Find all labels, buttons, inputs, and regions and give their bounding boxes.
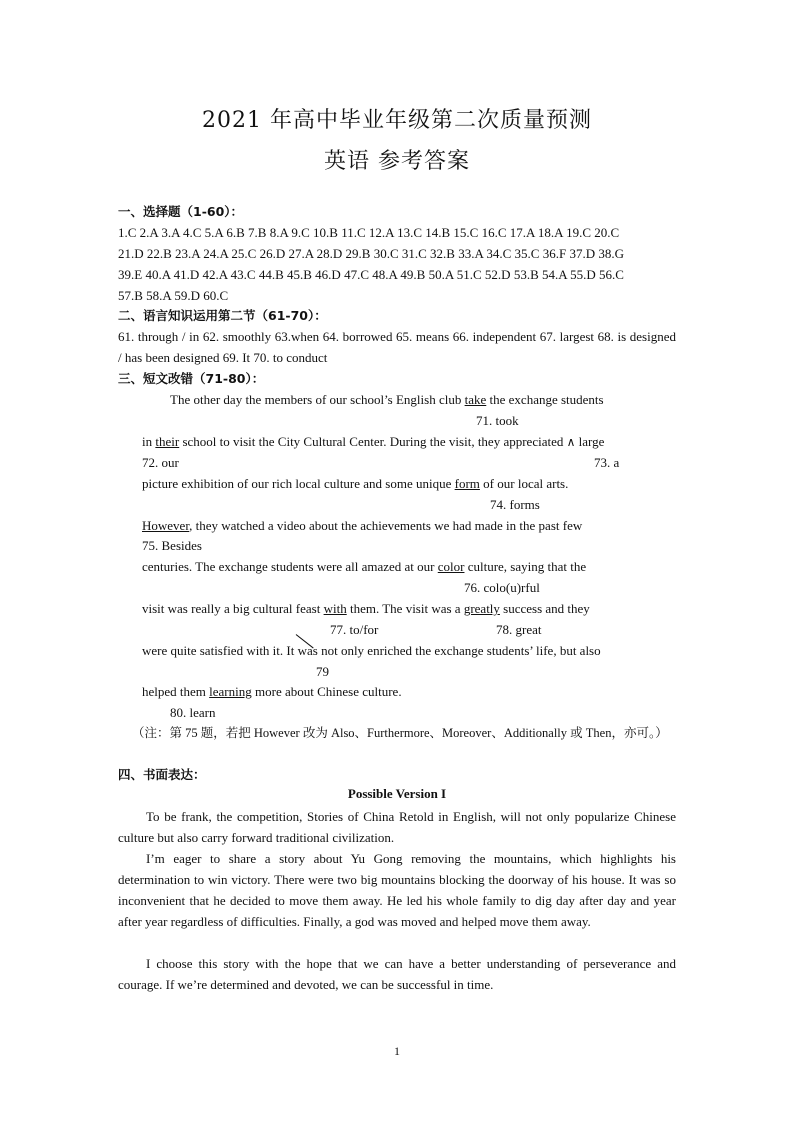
error-line-4: However, they watched a video about the achievements we had made in the past few xyxy=(142,518,583,533)
error-line-6: visit was really a big cultural feast with them. The visit was a greatly success and they xyxy=(142,601,590,616)
version-title: Possible Version I xyxy=(347,786,447,801)
correction-74: 74. forms xyxy=(490,497,540,512)
correction-77: 77. to/for xyxy=(330,622,379,637)
deleted-word: was xyxy=(298,640,318,661)
error-word: their xyxy=(155,434,180,449)
error-word: take xyxy=(464,392,487,407)
section2-answers: 61. through / in 62. smoothly 63.when 64. borrowed 65. means 66. independent 67. largest 68. is designed / has been designed 69. It 70. to conduct xyxy=(118,329,676,365)
essay-paragraph-3: I choose this story with the hope that we can have a better understanding of perseverance and courage. If we’re determined and devoted, we can be successful in time. xyxy=(118,956,676,992)
error-word: However xyxy=(142,518,190,533)
error-word: greatly xyxy=(463,601,500,616)
correction-72: 72. our xyxy=(142,455,179,470)
error-line-1: The other day the members of our school’s English club take the exchange students xyxy=(170,392,604,407)
section-heading-3: 三、短文改错（71-80）： xyxy=(118,371,265,386)
error-line-3: picture exhibition of our rich local culture and some unique form of our local arts. xyxy=(142,476,569,491)
answers-line-2: 21.D 22.B 23.A 24.A 25.C 26.D 27.A 28.D 29.B 30.C 31.C 32.B 33.A 34.C 35.C 36.F 37.D 38.G xyxy=(118,246,624,261)
error-word: learning xyxy=(209,684,252,699)
section3-note: （注：第 75 题，若把 However 改为 Also、Furthermore、Moreover、Additionally 或 Then，亦可。） xyxy=(132,726,668,740)
correction-73: 73. a xyxy=(594,455,620,470)
error-line-5: centuries. The exchange students were all amazed at our color culture, saying that the xyxy=(142,559,587,574)
correction-75: 75. Besides xyxy=(142,538,202,553)
correction-78: 78. great xyxy=(496,622,542,637)
answers-line-3: 39.E 40.A 41.D 42.A 43.C 44.B 45.B 46.D 47.C 48.A 49.B 50.A 51.C 52.D 53.B 54.A 55.D 56.C xyxy=(118,267,624,282)
page-subtitle: 英语 参考答案 xyxy=(324,149,470,174)
error-word: form xyxy=(454,476,480,491)
error-line-8: helped them learning more about Chinese culture. xyxy=(142,684,402,699)
error-word: with xyxy=(323,601,347,616)
essay-paragraph-2: I’m eager to share a story about Yu Gong removing the mountains, which highlights his determination to win victory. There were two big mountains blocking the doorway of his house. It was so inconvenient that he decided to move them away. He led his whole family to dig day after day and year after year regardless of difficulties. Finally, a god was moved and helped move them away. xyxy=(118,851,676,929)
answers-line-1: 1.C 2.A 3.A 4.C 5.A 6.B 7.B 8.A 9.C 10.B 11.C 12.A 13.C 14.B 15.C 16.C 17.A 18.A 19.C 20.C xyxy=(118,225,620,240)
correction-80: 80. learn xyxy=(170,705,216,720)
error-word: color xyxy=(437,559,465,574)
answers-line-4: 57.B 58.A 59.D 60.C xyxy=(118,288,229,303)
correction-76: 76. colo(u)rful xyxy=(464,580,540,595)
essay-paragraph-1: To be frank, the competition, Stories of China Retold in English, will not only popularize Chinese culture but also carry forward traditional civilization. xyxy=(118,809,676,845)
correction-79: 79 xyxy=(316,664,329,679)
section-heading-2: 二、语言知识运用第二节（61-70）： xyxy=(118,308,327,323)
section-heading-1: 一、选择题（1-60）： xyxy=(118,204,244,219)
page-number: 1 xyxy=(394,1044,400,1058)
error-line-2: in their school to visit the City Cultural Center. During the visit, they appreciated ∧ large xyxy=(142,434,605,449)
insert-caret: ∧ xyxy=(566,435,576,449)
correction-71: 71. took xyxy=(476,413,519,428)
page-title: 2021 年高中毕业年级第二次质量预测 xyxy=(202,108,592,133)
section-heading-4: 四、书面表达： xyxy=(118,767,206,782)
error-line-7: were quite satisfied with it. It was not only enriched the exchange students’ life, but also xyxy=(142,640,601,661)
